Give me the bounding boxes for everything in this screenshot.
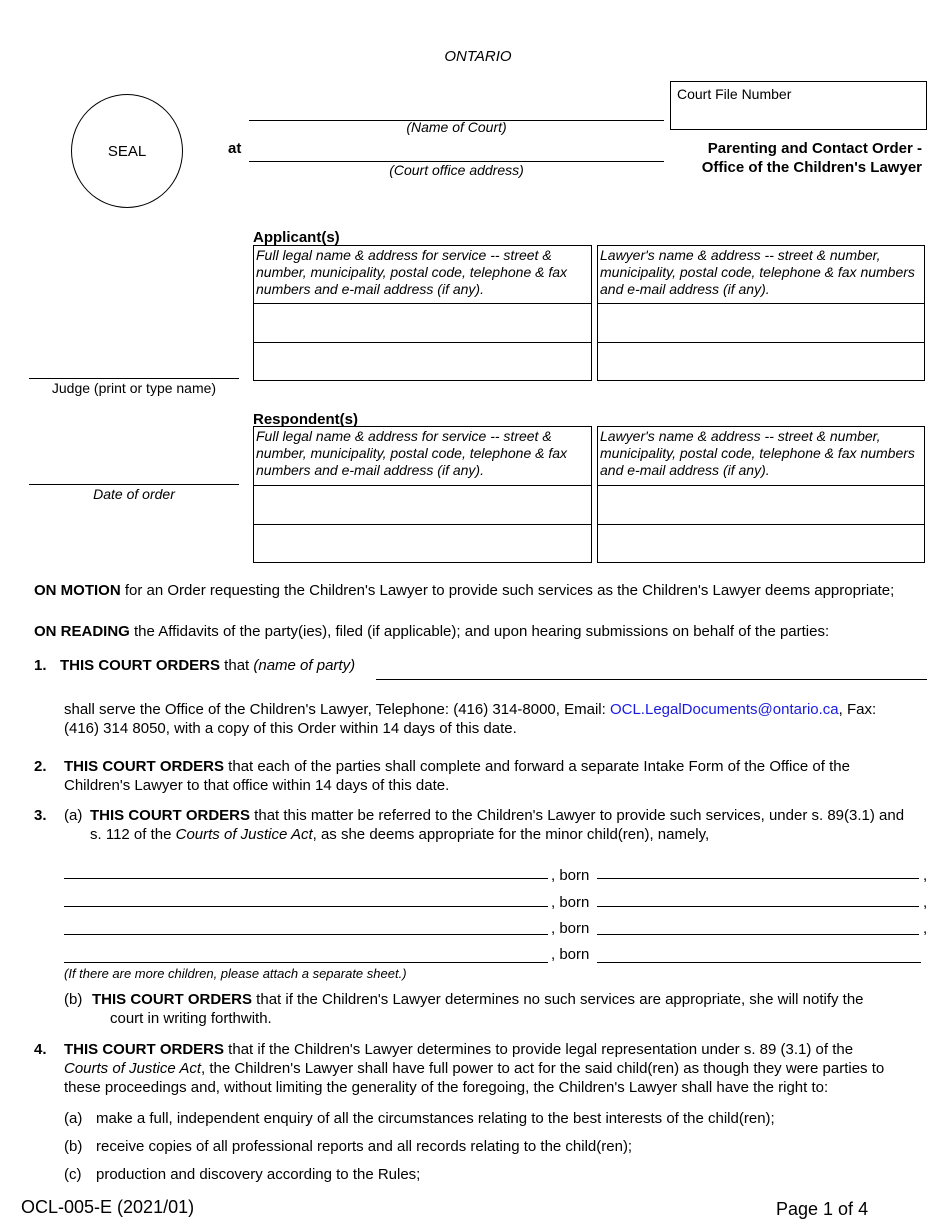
applicant-party-header <box>253 245 592 304</box>
p3a-text-a: that this matter be referred to the Children's Lawyer to provide such services, under s. 89(3.1) and <box>250 807 905 824</box>
child-comma-3: , <box>923 920 928 937</box>
form-title-line1: Parenting and Contact Order - <box>707 140 922 157</box>
child-name-line-4[interactable] <box>64 962 548 963</box>
p3b-bold: THIS COURT ORDERS <box>92 991 253 1008</box>
p3a-text-b1: s. 112 of the <box>90 826 176 843</box>
born-label-4: , born <box>551 946 590 963</box>
form-title-line2: Office of the Children's Lawyer <box>701 159 922 176</box>
p2-bold: THIS COURT ORDERS <box>64 758 225 775</box>
on-motion-bold: ON MOTION <box>34 582 121 599</box>
p2-text-a: that each of the parties shall complete and forward a separate Intake Form of the Office of the <box>224 758 850 775</box>
applicant-party-header-text: Full legal name & address for service -- street & number, municipality, postal code, telephone & fax numbers and e-mail address (if any). <box>256 247 568 297</box>
respondent-party-field-1[interactable] <box>253 485 592 525</box>
p1-serve-b: , Fax: <box>838 701 877 718</box>
p4-item-c-text: production and discovery according to the Rules; <box>96 1166 421 1183</box>
p3a-line1 <box>90 806 904 825</box>
applicant-lawyer-field-1[interactable] <box>597 303 925 343</box>
p1-line <box>60 656 355 675</box>
child-name-line-3[interactable] <box>64 934 548 935</box>
name-of-court-caption: (Name of Court) <box>406 119 507 135</box>
p4-item-a-text: make a full, independent enquiry of all the circumstances relating to the best interests of the child(ren); <box>96 1110 775 1127</box>
respondents-heading: Respondent(s) <box>253 411 358 428</box>
p4-item-c-label: (c) <box>64 1166 82 1183</box>
judge-name-line[interactable] <box>29 378 239 379</box>
born-label-2: , born <box>551 894 590 911</box>
born-label-1: , born <box>551 867 590 884</box>
date-of-order-line[interactable] <box>29 484 239 485</box>
applicants-heading: Applicant(s) <box>253 229 340 246</box>
p3b-label: (b) <box>64 991 83 1008</box>
respondent-party-header <box>253 426 592 486</box>
p1-italic: (name of party) <box>253 657 356 674</box>
p1-serve-line1 <box>64 700 876 719</box>
born-label-3: , born <box>551 920 590 937</box>
on-reading-text: the Affidavits of the party(ies), filed (if applicable); and upon hearing submissions on behalf of the parties: <box>129 623 830 640</box>
page-number: Page 1 of 4 <box>776 1199 869 1219</box>
p4-act: Courts of Justice Act <box>64 1060 201 1077</box>
applicant-lawyer-field-2[interactable] <box>597 342 925 381</box>
respondent-lawyer-header-text: Lawyer's name & address -- street & number, municipality, postal code, telephone & fax numbers and e-mail address (if any). <box>600 428 915 478</box>
p4-line2 <box>64 1059 884 1078</box>
on-reading-bold: ON READING <box>34 623 130 640</box>
p4-item-b-text: receive copies of all professional reports and all records relating to the child(ren); <box>96 1138 633 1155</box>
child-birthdate-line-4[interactable] <box>597 962 921 963</box>
p4-text-b: , the Children's Lawyer shall have full power to act for the said child(ren) as though they were parties to <box>201 1060 885 1077</box>
on-reading-paragraph <box>34 622 829 641</box>
p3a-label: (a) <box>64 807 83 824</box>
at-label: at <box>228 140 242 157</box>
ocl-email-link[interactable]: OCL.LegalDocuments@ontario.ca <box>609 701 839 718</box>
more-children-note: (If there are more children, please attach a separate sheet.) <box>64 966 407 981</box>
p4-line1 <box>64 1040 853 1059</box>
p3b-text-a: that if the Children's Lawyer determines no such services are appropriate, she will notify the <box>252 991 864 1008</box>
respondent-lawyer-header <box>597 426 925 486</box>
child-name-line-2[interactable] <box>64 906 548 907</box>
p3a-line2 <box>90 825 709 844</box>
p4-line3: these proceedings and, without limiting the generality of the foregoing, the Children's Lawyer shall have the right to: <box>64 1079 829 1096</box>
form-title <box>702 139 922 177</box>
p4-item-b-label: (b) <box>64 1138 83 1155</box>
child-name-line-1[interactable] <box>64 878 548 879</box>
p3a-text-b2: , as she deems appropriate for the minor child(ren), namely, <box>312 826 710 843</box>
p3-number: 3. <box>34 807 47 824</box>
p3b-line1 <box>92 990 864 1009</box>
p3a-act: Courts of Justice Act <box>175 826 313 843</box>
child-birthdate-line-1[interactable] <box>597 878 919 879</box>
seal-label: SEAL <box>107 143 147 160</box>
p4-text-a: that if the Children's Lawyer determines to provide legal representation under s. 89 (3.1) of the <box>224 1041 854 1058</box>
court-file-number-label: Court File Number <box>677 86 792 102</box>
applicant-party-field-2[interactable] <box>253 342 592 381</box>
on-motion-paragraph <box>34 581 894 600</box>
p2-line2: Children's Lawyer to that office within 14 days of this date. <box>64 777 450 794</box>
respondent-party-field-2[interactable] <box>253 524 592 563</box>
p1-serve-a: shall serve the Office of the Children's Lawyer, Telephone: (416) 314-8000, Email: <box>64 701 610 718</box>
province-heading: ONTARIO <box>444 48 512 65</box>
court-office-address-caption: (Court office address) <box>389 162 524 178</box>
p1-bold: THIS COURT ORDERS <box>60 657 221 674</box>
child-birthdate-line-3[interactable] <box>597 934 919 935</box>
p4-bold: THIS COURT ORDERS <box>64 1041 225 1058</box>
respondent-party-header-text: Full legal name & address for service -- street & number, municipality, postal code, telephone & fax numbers and e-mail address (if any). <box>256 428 568 478</box>
p1-text: that <box>220 657 254 674</box>
child-comma-2: , <box>923 894 928 911</box>
p2-line1 <box>64 757 850 776</box>
court-file-number-box[interactable] <box>670 81 927 130</box>
child-birthdate-line-2[interactable] <box>597 906 919 907</box>
on-motion-text: for an Order requesting the Children's Lawyer to provide such services as the Children's Lawyer deems appropriate; <box>120 582 895 599</box>
child-comma-1: , <box>923 867 928 884</box>
p3b-line2: court in writing forthwith. <box>110 1010 272 1027</box>
applicant-lawyer-header <box>597 245 925 304</box>
seal-circle <box>71 94 183 208</box>
respondent-lawyer-field-1[interactable] <box>597 485 925 525</box>
p1-number: 1. <box>34 657 47 674</box>
p4-item-a-label: (a) <box>64 1110 83 1127</box>
applicant-lawyer-header-text: Lawyer's name & address -- street & number, municipality, postal code, telephone & fax numbers and e-mail address (if any). <box>600 247 915 297</box>
p2-number: 2. <box>34 758 47 775</box>
p1-serve-line2: (416) 314 8050, with a copy of this Order within 14 days of this date. <box>64 720 517 737</box>
p3a-bold: THIS COURT ORDERS <box>90 807 251 824</box>
date-of-order-label: Date of order <box>93 486 175 502</box>
p4-number: 4. <box>34 1041 47 1058</box>
judge-label: Judge (print or type name) <box>51 380 217 396</box>
form-code: OCL-005-E (2021/01) <box>21 1197 195 1217</box>
party-name-line[interactable] <box>376 679 927 680</box>
respondent-lawyer-field-2[interactable] <box>597 524 925 563</box>
applicant-party-field-1[interactable] <box>253 303 592 343</box>
